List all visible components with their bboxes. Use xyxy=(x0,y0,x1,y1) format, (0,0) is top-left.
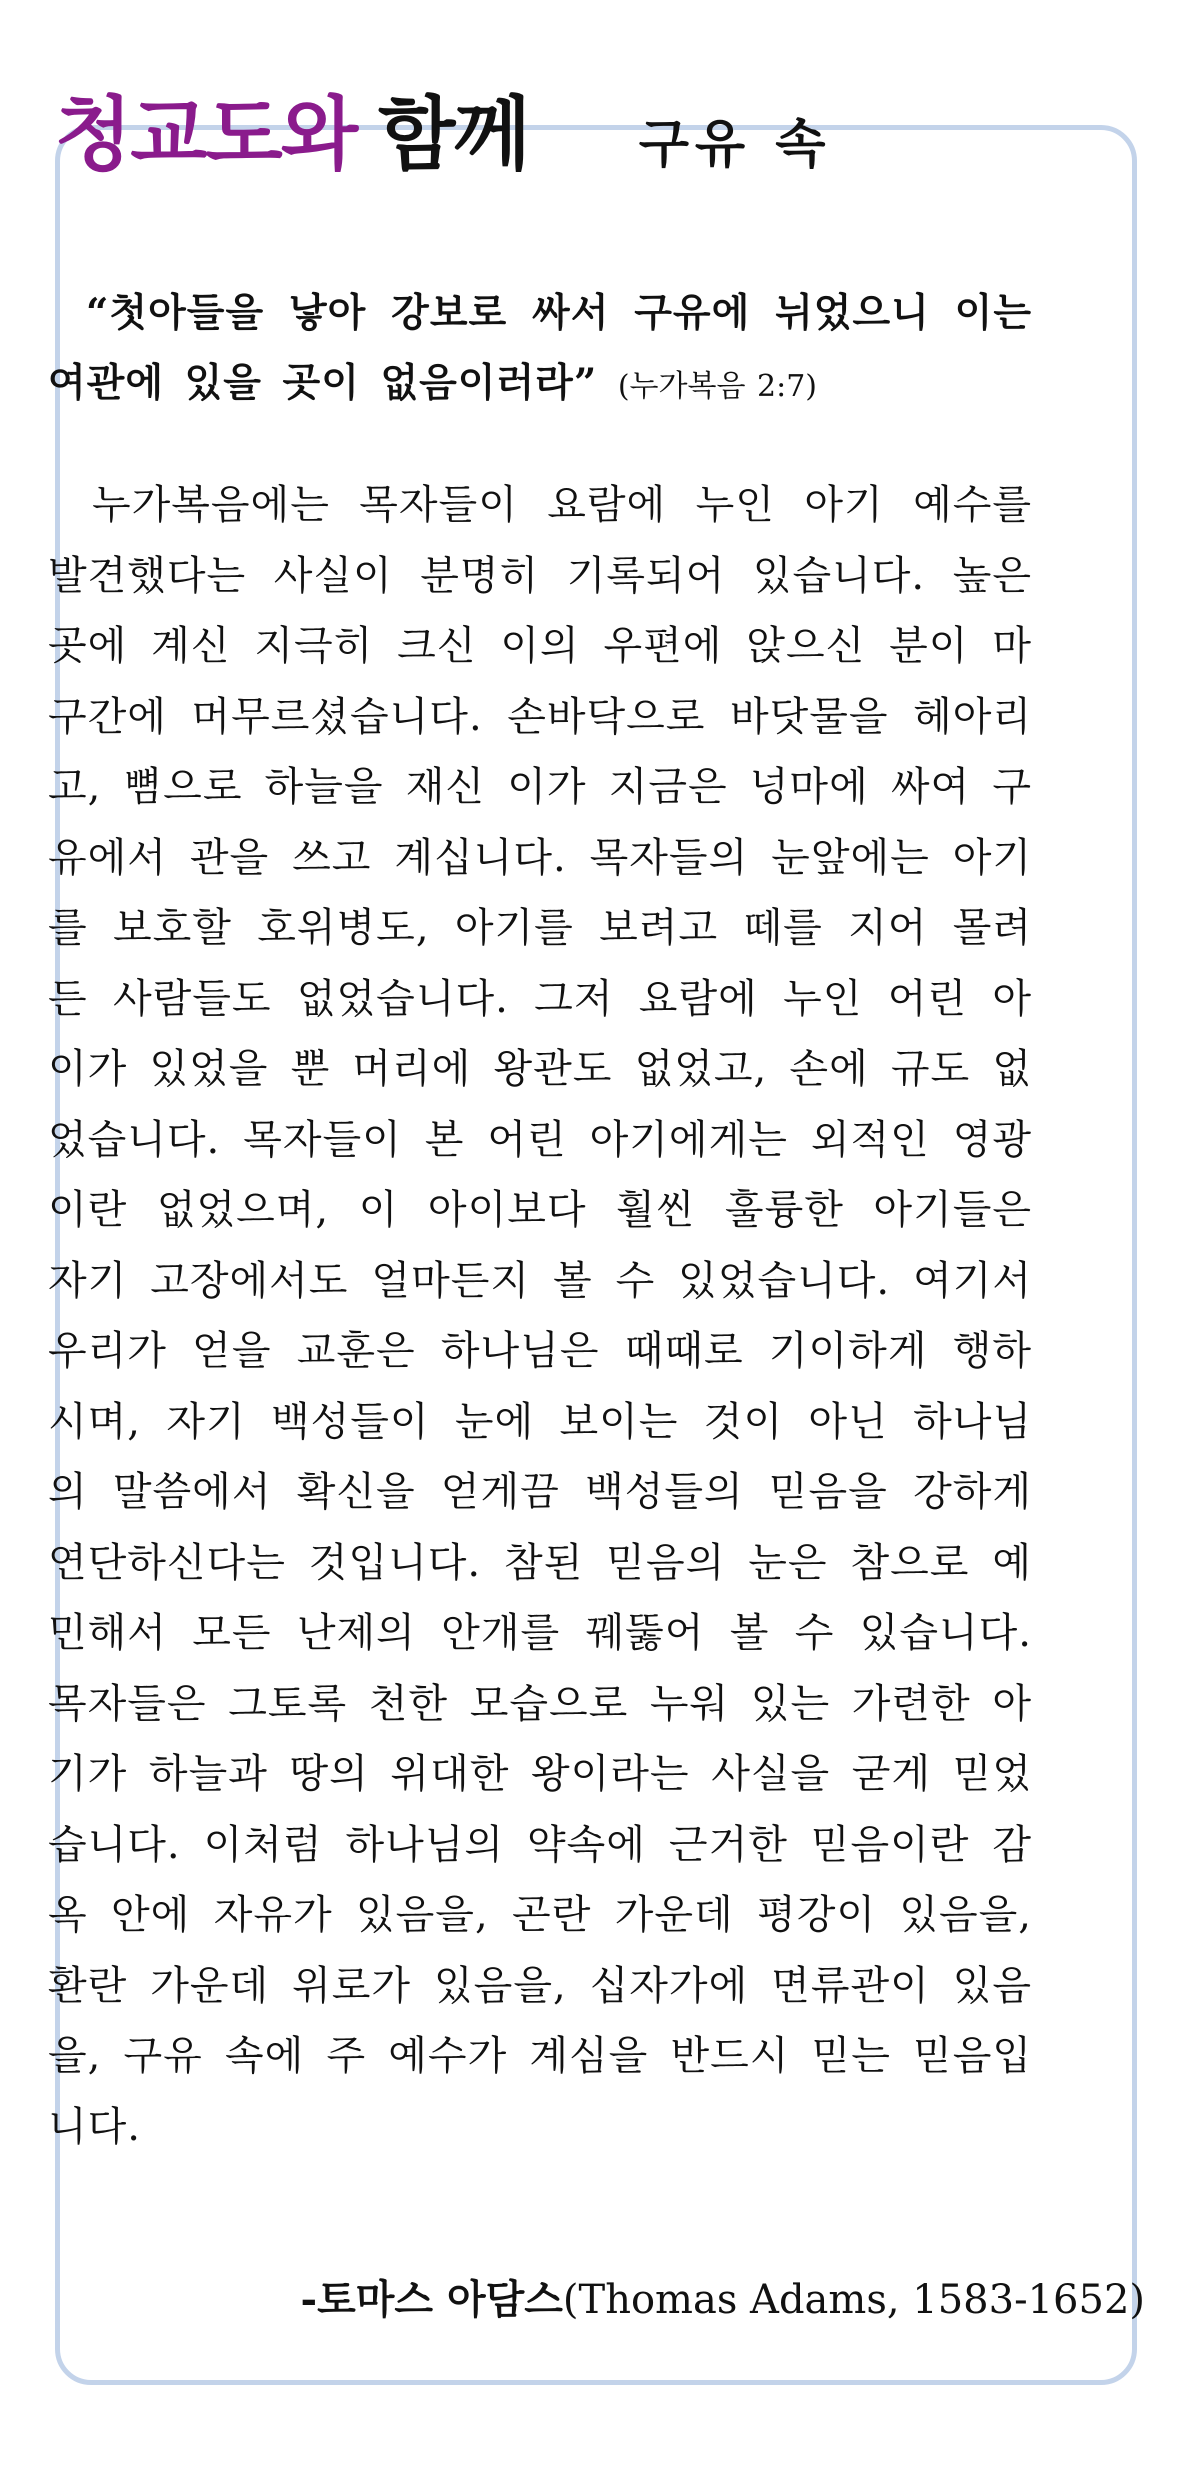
brand-title-black: 함께 xyxy=(378,88,529,181)
verse-text: “첫아들을 낳아 강보로 싸서 구유에 뉘었으니 이는 여관에 있을 곳이 없음이러라” xyxy=(48,290,1032,406)
verse-reference: (누가복음 2:7) xyxy=(617,369,817,404)
brand-title-purple: 청교도와 xyxy=(55,88,357,181)
attribution xyxy=(301,2270,1145,2330)
author-name-english: (Thomas Adams, 1583-1652) xyxy=(562,2277,1145,2323)
scripture-verse xyxy=(48,278,1032,422)
author-name-korean: -토마스 아담스 xyxy=(300,2276,563,2323)
header xyxy=(55,70,832,190)
page-subtitle: 구유 속 xyxy=(638,115,832,175)
body-paragraph: 누가복음에는 목자들이 요람에 누인 아기 예수를 발견했다는 사실이 분명히 기록되어 있습니다. 높은 곳에 계신 지극히 크신 이의 우편에 앉으신 분이 마구간에 머무르셨습니다. 손바닥으로 바닷물을 헤아리고, 뼘으로 하늘을 재신 이가 지금은 넝마에 싸여 구유에서 관을 쓰고 계십니다. 목자들의 눈앞에는 아기를 보호할 호위병도, 아기를 보려고 떼를 지어 몰려든 사람들도 없었습니다. 그저 요람에 누인 어린 아이가 있었을 뿐 머리에 왕관도 없었고, 손에 규도 없었습니다. 목자들이 본 어린 아기에게는 외적인 영광이란 없었으며, 이 아이보다 훨씬 훌륭한 아기들은 자기 고장에서도 얼마든지 볼 수 있었습니다. 여기서 우리가 얻을 교훈은 하나님은 때때로 기이하게 행하시며, 자기 백성들이 눈에 보이는 것이 아닌 하나님의 말씀에서 확신을 얻게끔 백성들의 믿음을 강하게 연단하신다는 것입니다. 참된 믿음의 눈은 참으로 예민해서 모든 난제의 안개를 꿰뚫어 볼 수 있습니다. 목자들은 그토록 천한 모습으로 누워 있는 가련한 아기가 하늘과 땅의 위대한 왕이라는 사실을 굳게 믿었습니다. 이처럼 하나님의 약속에 근거한 믿음이란 감옥 안에 자유가 있음을, 곤란 가운데 평강이 있음을, 환란 가운데 위로가 있음을, 십자가에 면류관이 있음을, 구유 속에 주 예수가 계심을 반드시 믿는 믿음입니다. xyxy=(48,482,1032,2150)
